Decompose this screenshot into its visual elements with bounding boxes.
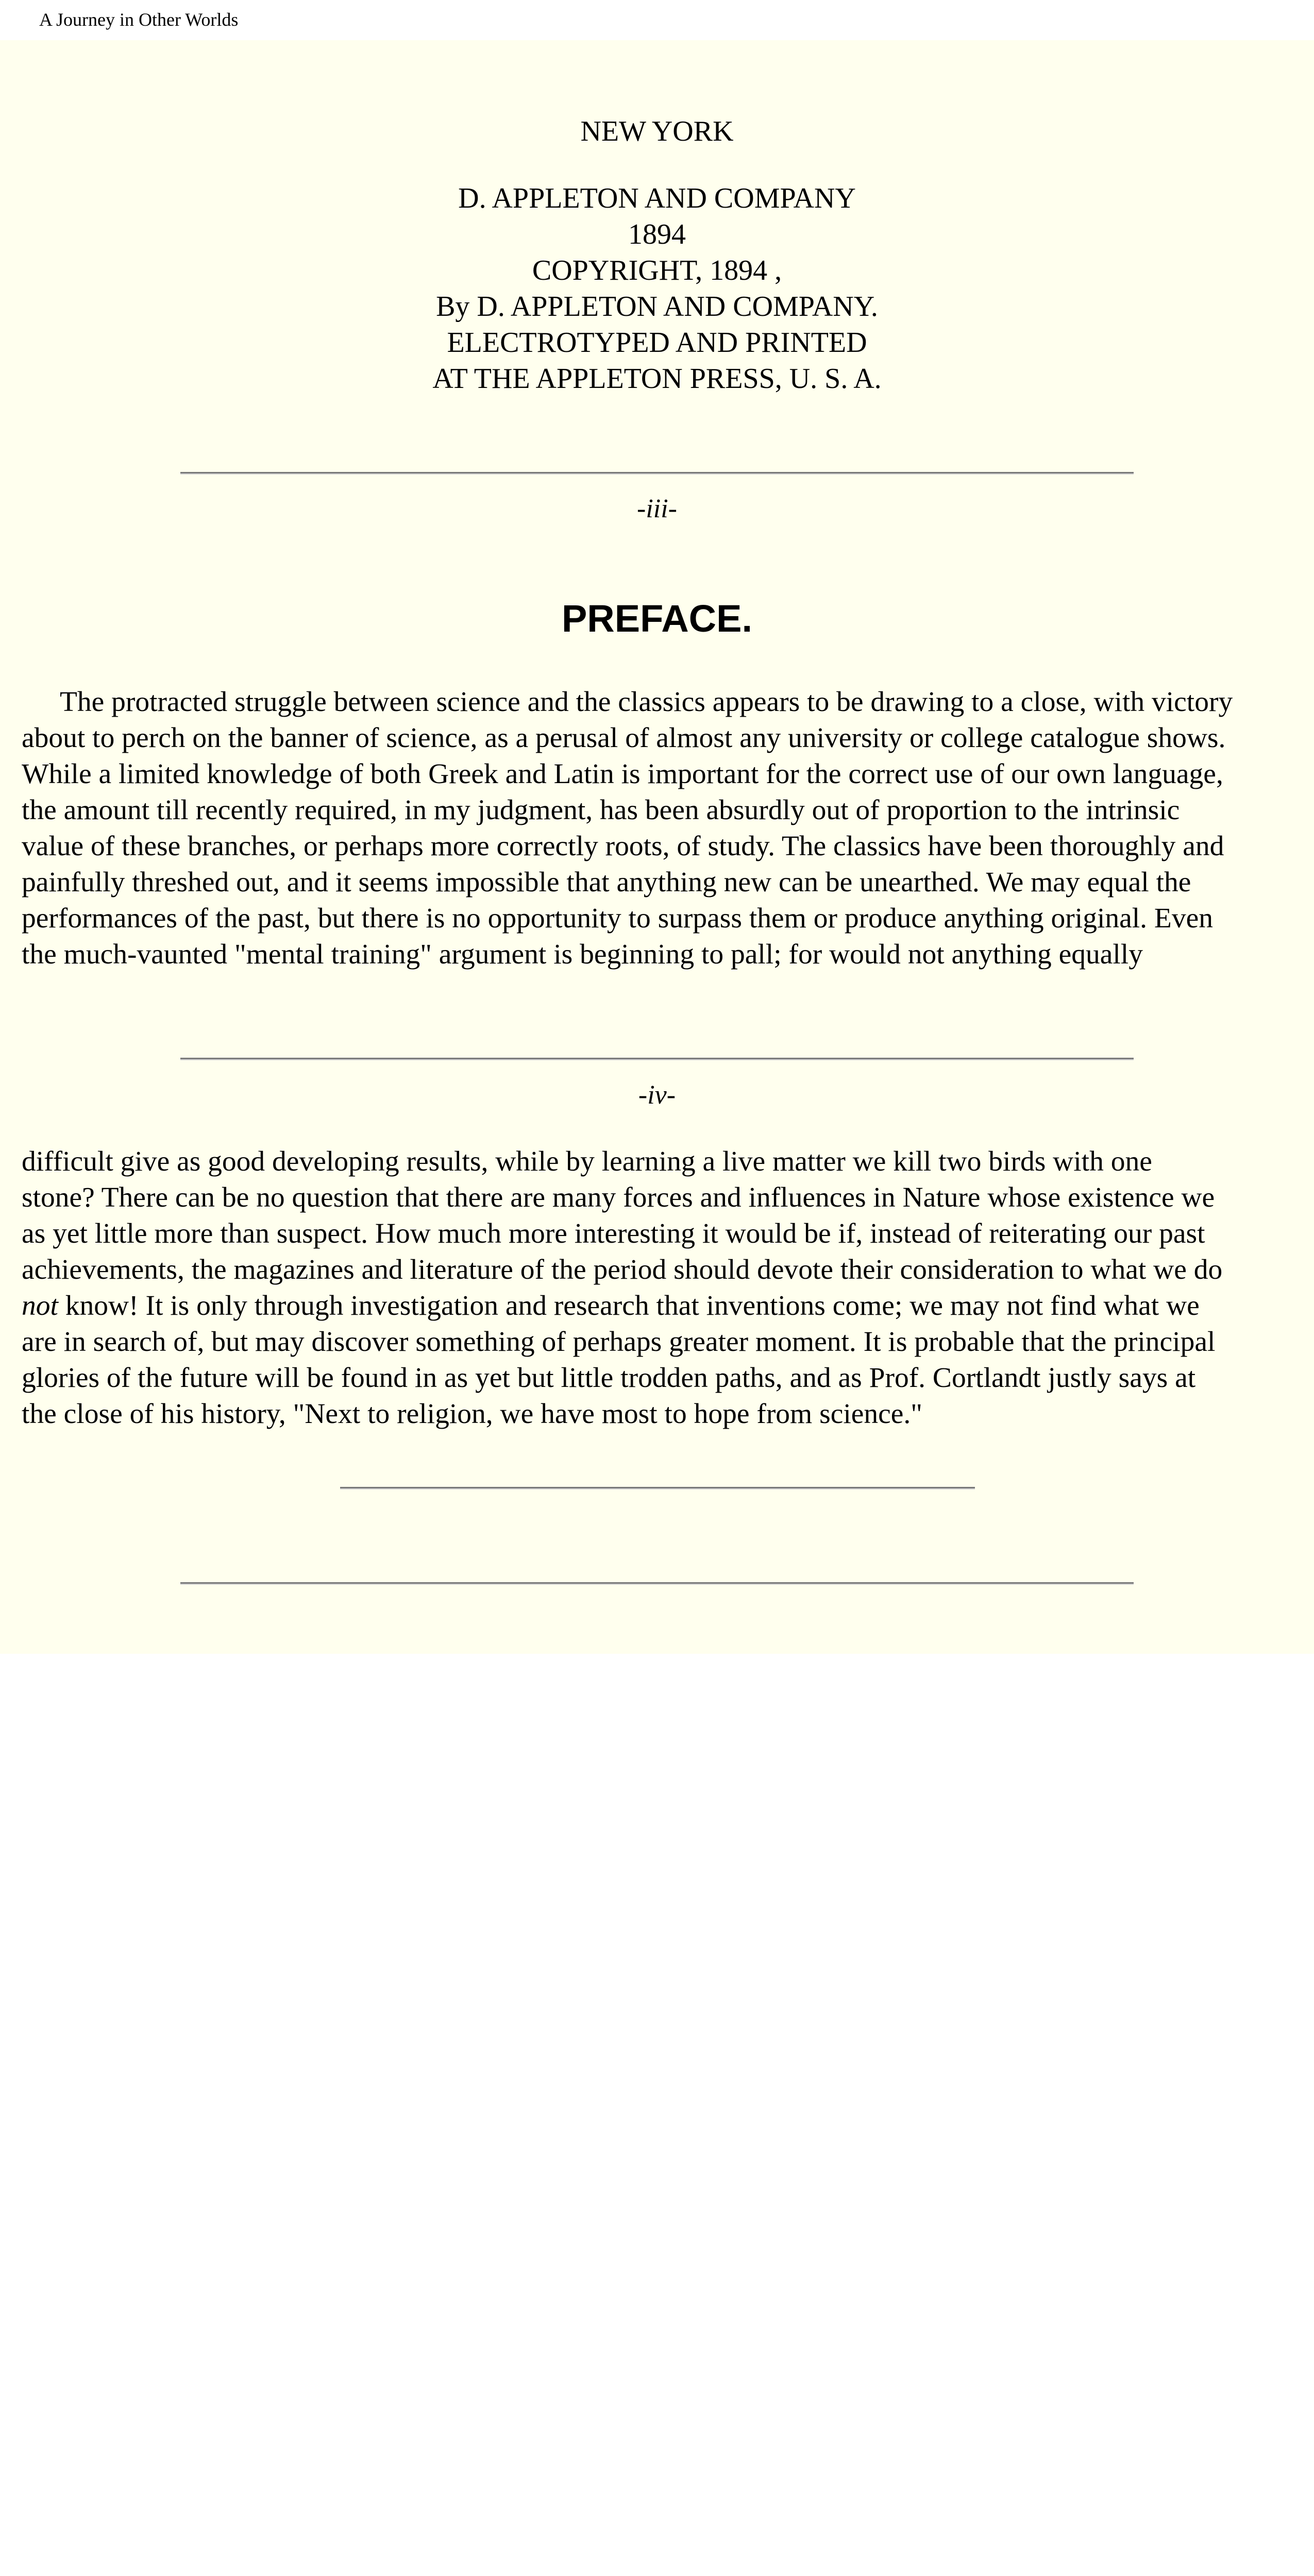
paragraph-line: are in search of, but may discover something of perhaps greater moment. It is probable that the principal bbox=[22, 1326, 1216, 1358]
imprint-block bbox=[0, 180, 1314, 397]
paragraph-line-with-emphasis bbox=[22, 1288, 1300, 1324]
page-divider bbox=[180, 472, 1134, 474]
emphasis-not: not bbox=[22, 1290, 58, 1321]
paragraph-line: achievements, the magazines and literature of the period should devote their consideration to what we do bbox=[22, 1254, 1223, 1285]
imprint-publisher: D. APPLETON AND COMPANY bbox=[458, 182, 856, 214]
imprint-copyright: COPYRIGHT, 1894 , bbox=[532, 255, 782, 286]
imprint-press: AT THE APPLETON PRESS, U. S. A. bbox=[432, 363, 882, 395]
paragraph-line: glories of the future will be found in as yet but little trodden paths, and as Prof. Cortlandt justly says at bbox=[22, 1362, 1196, 1394]
paragraph-line: While a limited knowledge of both Greek and Latin is important for the correct use of our own language, bbox=[22, 758, 1223, 790]
imprint-printing: ELECTROTYPED AND PRINTED bbox=[447, 327, 867, 359]
imprint-copyright-holder: By D. APPLETON AND COMPANY. bbox=[436, 291, 878, 323]
paragraph-line: about to perch on the banner of science, as a perusal of almost any university or college catalogue shows. bbox=[22, 722, 1226, 754]
paragraph-line: stone? There can be no question that there are many forces and influences in Nature whose existence we bbox=[22, 1182, 1215, 1213]
page-divider bbox=[180, 1058, 1134, 1060]
imprint-year: 1894 bbox=[628, 218, 686, 250]
paragraph-line: painfully threshed out, and it seems impossible that anything new can be unearthed. We may equal the bbox=[22, 867, 1191, 898]
paragraph-line: performances of the past, but there is no opportunity to surpass them or produce anything original. Even bbox=[22, 903, 1213, 934]
paragraph-line: The protracted struggle between science and the classics appears to be drawing to a close, with victory bbox=[60, 686, 1233, 718]
paragraph-line: the amount till recently required, in my judgment, has been absurdly out of proportion to the intrinsic bbox=[22, 794, 1180, 826]
browser-page-title: A Journey in Other Worlds bbox=[39, 9, 239, 30]
paragraph-line: difficult give as good developing results, while by learning a live matter we kill two birds with one bbox=[22, 1146, 1152, 1177]
page-divider bbox=[180, 1582, 1134, 1585]
print-header bbox=[0, 0, 1314, 40]
print-footer bbox=[0, 1654, 1314, 1700]
page-number-iv: -iv- bbox=[638, 1080, 676, 1110]
preface-paragraph-2 bbox=[22, 1144, 1300, 1432]
imprint-city: NEW YORK bbox=[580, 115, 734, 147]
page-number-iii: -iii- bbox=[637, 494, 677, 523]
section-end-rule bbox=[340, 1487, 975, 1489]
emphasis-line-rest: know! It is only through investigation and research that inventions come; we may not find what we bbox=[58, 1290, 1200, 1321]
paragraph-line: as yet little more than suspect. How much more interesting it would be if, instead of reiterating our past bbox=[22, 1218, 1205, 1249]
preface-paragraph-1 bbox=[22, 684, 1300, 973]
paragraph-line: the close of his history, "Next to religion, we have most to hope from science." bbox=[22, 1398, 922, 1430]
paragraph-line: value of these branches, or perhaps more correctly roots, of study. The classics have been thoroughly and bbox=[22, 831, 1224, 862]
preface-heading: PREFACE. bbox=[561, 597, 753, 640]
paragraph-line: the much-vaunted "mental training" argument is beginning to pall; for would not anything equally bbox=[22, 939, 1143, 970]
